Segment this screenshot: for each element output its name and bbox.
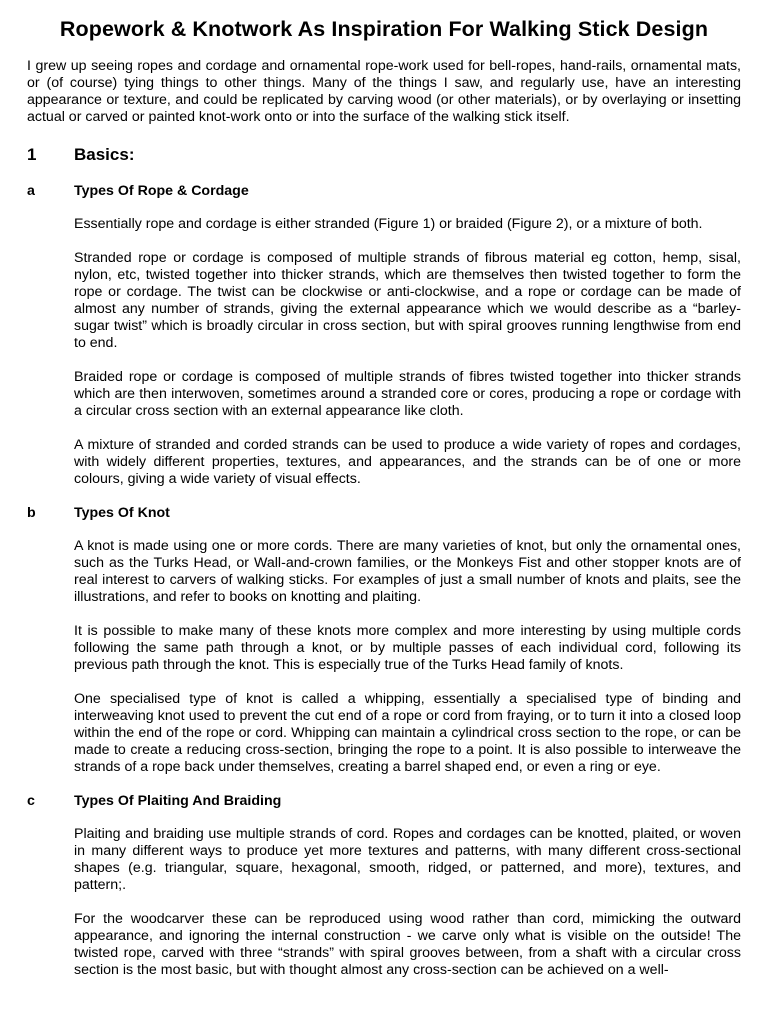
document-title: Ropework & Knotwork As Inspiration For Walking Stick Design — [59, 17, 709, 41]
subsection-letter: a — [27, 183, 35, 199]
subsection-title: Types Of Knot — [74, 505, 170, 521]
paragraph: Plaiting and braiding use multiple strands of cord. Ropes and cordages can be knotted, plaited, or woven in many different ways to produce yet more textures and patterns, with many different cross-sectional shapes (e.g. triangular, square, hexagonal, smooth, ridged, or patterned, and more), textures, and pattern;. — [74, 826, 741, 893]
paragraph: It is possible to make many of these knots more complex and more interesting by using multiple cords following the same path through a knot, or by multiple passes of each individual cord, following its previous path through the knot. This is especially true of the Turks Head family of knots. — [74, 623, 741, 673]
subsection-heading-b — [27, 505, 741, 522]
paragraph: Essentially rope and cordage is either stranded (Figure 1) or braided (Figure 2), or a mixture of both. — [74, 216, 703, 232]
subsection-heading-c — [27, 793, 741, 810]
subsection-body-a — [74, 216, 741, 488]
paragraph: A knot is made using one or more cords. There are many varieties of knot, but only the ornamental ones, such as the Turks Head, or Wall-and-crown families, or the Monkeys Fist and other stopper knots are of real interest to carvers of walking sticks. For examples of just a small number of knots and plaits, see the illustrations, and refer to books on knotting and plaiting. — [74, 538, 741, 605]
subsection-title: Types Of Plaiting And Braiding — [74, 793, 282, 809]
subsection-body-c — [74, 826, 741, 979]
subsection-letter: c — [27, 793, 35, 809]
subsection-body-b — [74, 538, 741, 776]
section-heading — [27, 144, 741, 166]
subsection-title: Types Of Rope & Cordage — [74, 183, 249, 199]
paragraph: Stranded rope or cordage is composed of multiple strands of fibrous material eg cotton, hemp, sisal, nylon, etc, twisted together into thicker strands, which are themselves then twisted together to form the rope or cordage. The twist can be clockwise or anti-clockwise, and a rope or cordage can be made of almost any number of strands, giving the external appearance which we would describe as a “barley-sugar twist” which is broadly circular in cross section, but with spiral grooves running lengthwise from end to end. — [74, 250, 741, 351]
paragraph: One specialised type of knot is called a whipping, essentially a specialised type of binding and interweaving knot used to prevent the cut end of a rope or cord from fraying, or to turn it into a closed loop within the end of the rope or cord. Whipping can maintain a cylindrical cross section to the rope, or can be made to create a reducing cross-section, bringing the rope to a point. It is also possible to interweave the strands of a rope back under themselves, creating a barrel shaped end, or even a ring or eye. — [74, 691, 741, 775]
subsection-letter: b — [27, 505, 36, 521]
subsection-heading-a — [27, 183, 741, 200]
paragraph: Braided rope or cordage is composed of multiple strands of fibres twisted together into thicker strands which are then interwoven, sometimes around a stranded core or cores, producing a rope or cordage with a circular cross section with an external appearance like cloth. — [74, 369, 741, 419]
intro-paragraph: I grew up seeing ropes and cordage and ornamental rope-work used for bell-ropes, hand-rails, ornamental mats, or (of course) tying things to other things. Many of the things I saw, and regularly use, have an interesting appearance or texture, and could be replicated by carving wood (or other materials), or by overlaying or insetting actual or carved or painted knot-work onto or into the surface of the walking stick itself. — [27, 58, 741, 125]
paragraph: For the woodcarver these can be reproduced using wood rather than cord, mimicking the outward appearance, and ignoring the internal construction - we carve only what is visible on the outside! The twisted rope, carved with three “strands” with spiral grooves between, from a shaft with a circular cross section is the most basic, but with thought almost any cross-section can be achieved on a well- — [74, 911, 741, 978]
paragraph: A mixture of stranded and corded strands can be used to produce a wide variety of ropes and cordages, with widely different properties, textures, and appearances, and the strands can be of one or more colours, giving a wide variety of visual effects. — [74, 437, 741, 487]
section-number: 1 — [27, 145, 37, 164]
section-title: Basics: — [74, 145, 135, 164]
